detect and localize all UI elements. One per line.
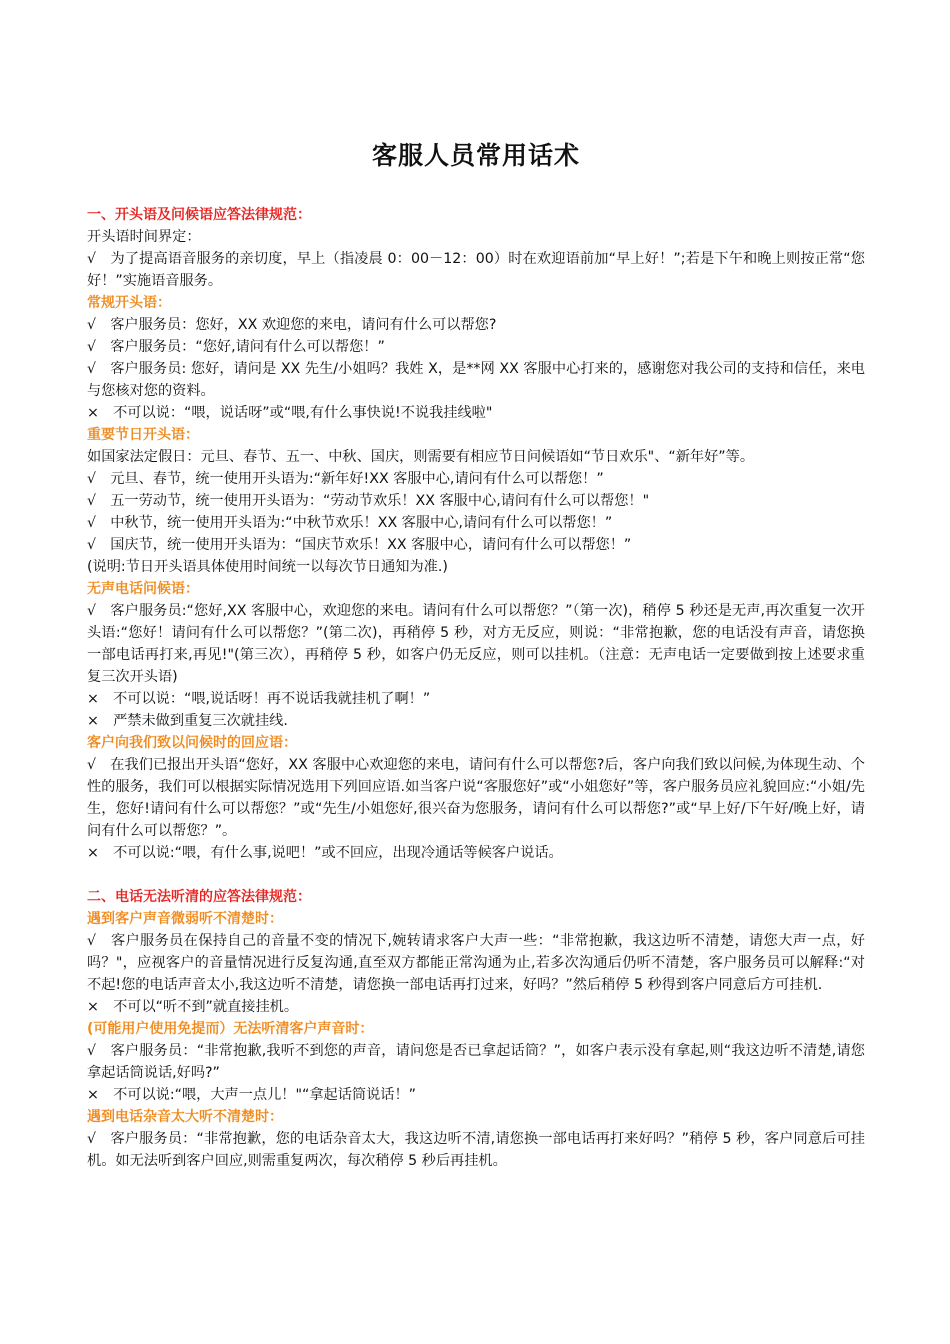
page-title: 客服人员常用话术 [371,141,580,170]
list-item: √ 在我们已报出开头语“您好，XX 客服中心欢迎您的来电，请问有什么可以帮您?后，客户向我们致以问候,为体现生动、个性的服务，我们可以根据实际情况选用下列回应语.如当客户说“客服您好”或“小姐您好”等，客户服务员应礼貌回应:“小姐/先生，您好!请问有什么可以帮您？”或“先生/小姐您好,很兴奋为您服务，请问有什么可以帮您?”或“早上好/下午好/晚上好，请问有什么可以帮您？”。 [87,757,865,839]
list-item: √ 国庆节，统一使用开头语为：“国庆节欢乐！XX 客服中心，请问有什么可以帮您！” [87,537,632,553]
list-item: √ 五一劳动节，统一使用开头语为：“劳动节欢乐！XX 客服中心,请问有什么可以帮您！" [87,493,650,509]
section-heading-2: 二、电话无法听清的应答法律规范： [87,889,311,905]
list-item: × 不可以说：“喂,说话呀！再不说话我就挂机了啊！” [87,691,431,707]
section-heading-1: 一、开头语及问候语应答法律规范： [87,207,311,223]
list-item: √ 客户服务员在保持自己的音量不变的情况下,婉转请求客户大声一些：“非常抱歉，我这边听不清楚，请您大声一点，好吗？"，应视客户的音量情况进行反复沟通,直至双方都能正常沟通为止,若多次沟通后仍听不清楚，客户服务员可以解释:“对不起!您的电话声音太小,我这边听不清楚，请您换一部电话再打过来，好吗？”然后稍停 5 秒得到客户同意后方可挂机. [87,933,865,993]
list-item: × 不可以说:“喂，有什么事,说吧！”或不回应，出现冷通话等候客户说话。 [87,845,563,861]
list-item: √ 元旦、春节，统一使用开头语为:“新年好!XX 客服中心,请问有什么可以帮您！” [87,471,604,487]
list-item: √ 客户服务员:“您好,XX 客服中心，欢迎您的来电。请问有什么可以帮您？”（第一次)，稍停 5 秒还是无声,再次重复一次开头语:“您好！请问有什么可以帮您？”(第二次)，再稍停 5 秒，对方无反应，则说：“非常抱歉，您的电话没有声音，请您换一部电话再打来,再见!"(第三次），再稍停 5 秒，如客户仍无反应，则可以挂机。（注意：无声电话一定要做到按上述要求重复三次开头语) [87,603,865,685]
paragraph: √ 为了提高语音服务的亲切度，早上（指凌晨 0：00－12：00）时在欢迎语前加“早上好！”;若是下午和晚上则按正常“您好！”实施语音服务。 [87,251,865,289]
list-item: √ 客户服务员：“非常抱歉,我听不到您的声音，请问您是否已拿起话筒？”，如客户表示没有拿起,则“我这边听不清楚,请您拿起话筒说话,好吗?” [87,1043,865,1081]
list-item: √ 客户服务员: 您好，请问是 XX 先生/小姐吗？我姓 X，是**网 XX 客服中心打来的，感谢您对我公司的支持和信任，来电与您核对您的资料。 [87,361,865,399]
subheading-silent: 无声电话问候语： [87,581,199,597]
subheading-noise: 遇到电话杂音太大听不清楚时： [87,1109,283,1125]
list-item: (说明:节日开头语具体使用时间统一以每次节日通知为准.) [87,559,448,575]
subheading-weak: 遇到客户声音微弱听不清楚时： [87,911,283,927]
subheading-holiday: 重要节日开头语： [87,427,199,443]
list-item: √ 客户服务员：“非常抱歉，您的电话杂音太大，我这边听不清,请您换一部电话再打来好吗？”稍停 5 秒，客户同意后可挂机。如无法听到客户回应,则需重复两次，每次稍停 5 秒后再挂机。 [87,1131,865,1169]
list-item: × 不可以说:“喂，大声一点儿！"“拿起话筒说话！” [87,1087,416,1103]
list-item: × 严禁未做到重复三次就挂线. [87,713,288,729]
list-item: √ 客户服务员：“您好,请问有什么可以帮您！” [87,339,385,355]
list-item: × 不可以说：“喂，说话呀”或“喂,有什么事快说!不说我挂线啦" [87,405,493,421]
subheading-regular: 常规开头语： [87,295,171,311]
list-item: √ 中秋节，统一使用开头语为:“中秋节欢乐！XX 客服中心,请问有什么可以帮您！” [87,515,613,531]
list-item: × 不可以“听不到”就直接挂机。 [87,999,299,1015]
spacer [87,864,865,886]
subheading-greeting: 客户向我们致以问候时的回应语： [87,735,297,751]
paragraph: 开头语时间界定： [87,229,201,245]
subheading-handsfree: (可能用户使用免提而）无法听清客户声音时： [87,1021,374,1037]
list-item: √ 客户服务员：您好，XX 欢迎您的来电，请问有什么可以帮您? [87,317,497,333]
document-page [87,128,865,1172]
list-item: 如国家法定假日：元旦、春节、五一、中秋、国庆，则需要有相应节日问候语如“节日欢乐"、“新年好”等。 [87,449,755,465]
